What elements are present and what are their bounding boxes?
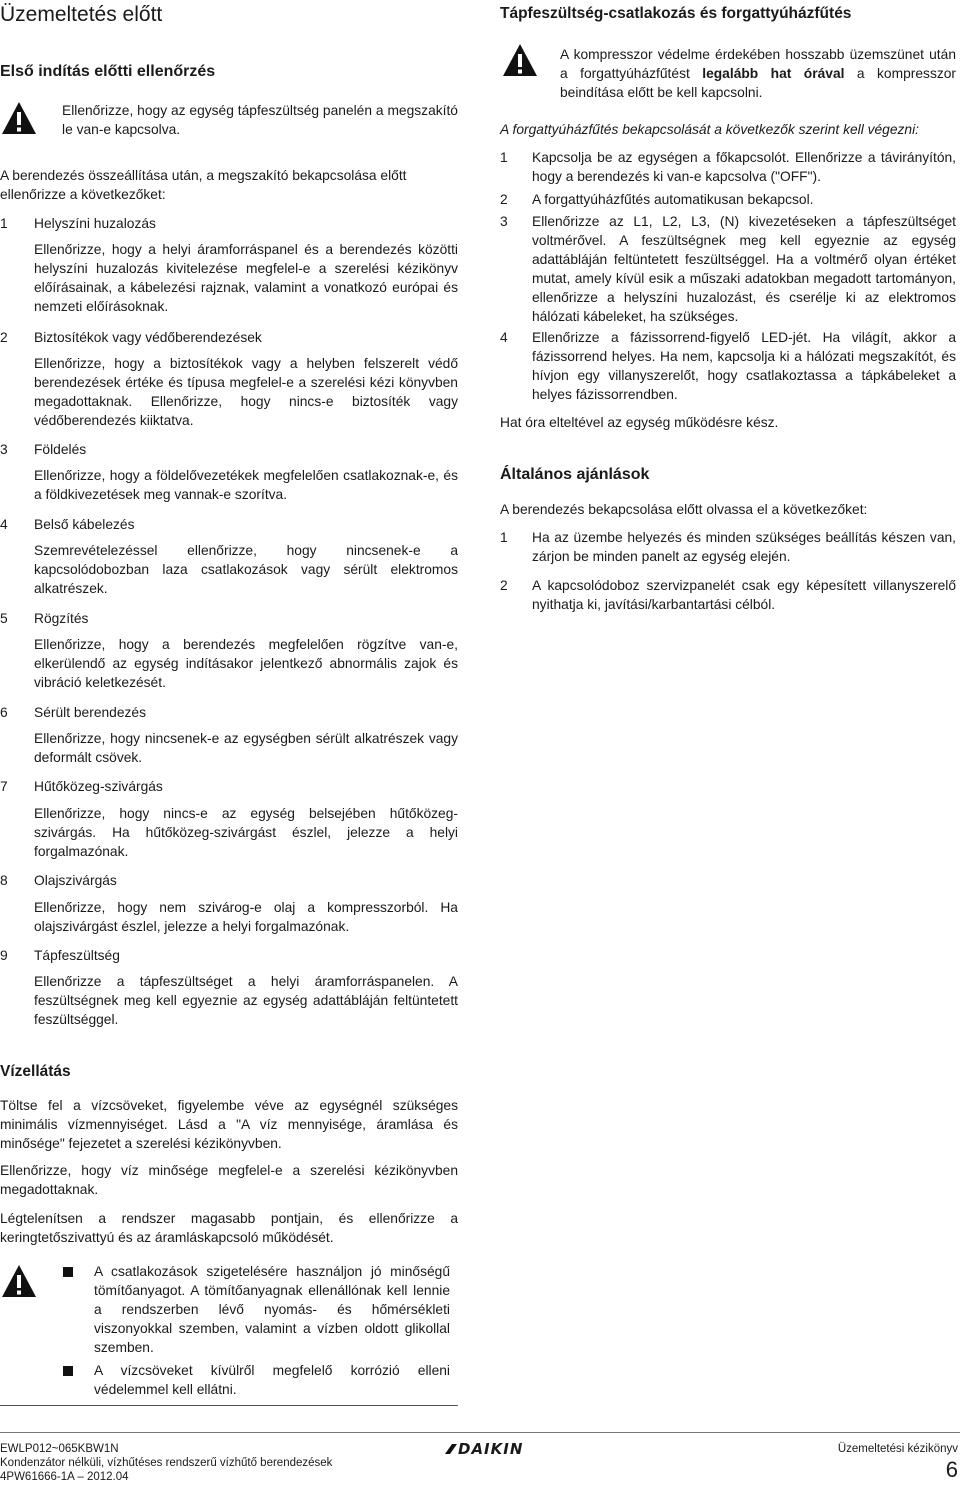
footer-model: EWLP012~065KBW1N xyxy=(0,1443,119,1455)
item-number: 5 xyxy=(0,611,8,626)
item-title: Sérült berendezés xyxy=(34,705,146,720)
item-text: Ellenőrizze, hogy nincs-e az egység belsejében hűtőközeg-szivárgás. Ha hűtőközeg-szivárgást észlel, jelezze a helyi forgalmazónak. xyxy=(34,806,458,859)
list-item xyxy=(500,576,956,614)
list-item xyxy=(500,212,956,326)
check-heading: Első indítás előtti ellenőrzés xyxy=(0,63,216,80)
footer-code: 4PW61666-1A – 2012.04 xyxy=(0,1471,129,1483)
item-number: 2 xyxy=(500,578,508,593)
daikin-mark-icon xyxy=(444,1443,458,1455)
item-title: Hűtőközeg-szivárgás xyxy=(34,779,163,794)
general-intro: A berendezés bekapcsolása előtt olvassa el a következőket: xyxy=(500,502,868,517)
footer-rule xyxy=(0,1432,960,1433)
item-text: Szemrevételezéssel ellenőrizze, hogy nincsenek-e a kapcsolódobozban laza csatlakozások vagy sérült elektromos alkatrészek. xyxy=(34,543,458,596)
water-paragraph-2: Ellenőrizze, hogy víz minősége megfelel-e a szerelési kézikönyvben megadottaknak. xyxy=(0,1163,458,1197)
item-number: 2 xyxy=(0,330,8,345)
item-number: 6 xyxy=(0,705,8,720)
warning-icon xyxy=(1,1263,37,1299)
procedure-intro: A forgattyúházfűtés bekapcsolását a következők szerint kell végezni: xyxy=(500,122,919,137)
warning-power-text: Ellenőrizze, hogy az egység tápfeszültség panelén a megszakító le van-e kapcsolva. xyxy=(62,103,458,137)
intro-text: A berendezés összeállítása után, a megszakító bekapcsolása előtt ellenőrizze a következőket: xyxy=(0,168,407,202)
daikin-logo-text: DAIKIN xyxy=(458,1440,524,1458)
step-text: Ellenőrizze a fázissorrend-figyelő LED-jét. Ha világít, akkor a fázissorrend helyes. Ha nem, kapcsolja ki a hálózati megszakítót, és hívjon egy villanyszerelőt, hogy csatlakoztassa a tápkábeleket a helyes fázissorrendben. xyxy=(532,330,956,402)
list-item xyxy=(500,148,956,186)
ready-line: Hat óra elteltével az egység működésre kész. xyxy=(500,415,779,430)
step-text: A forgattyúházfűtés automatikusan bekapcsol. xyxy=(532,192,814,207)
water-paragraph-3: Légtelenítsen a rendszer magasabb pontjain, és ellenőrizze a keringtetőszivattyú és az áramláskapcsoló működését. xyxy=(0,1211,458,1245)
warning-crankcase-text xyxy=(560,45,956,102)
item-text: Ellenőrizze a tápfeszültséget a helyi áramforráspanelen. A feszültségnek meg kell egyeznie az egység adattábláján feltüntetett feszültséggel. xyxy=(34,974,458,1027)
warning-text-part: A kompresszor védelme érdekében hosszabb üzemszünet után a forgattyúházfűtést xyxy=(560,47,956,81)
warning-emphasis: legalább hat órával xyxy=(702,66,845,81)
warning-icon xyxy=(502,42,538,78)
item-text: Ellenőrizze, hogy nincsenek-e az egységben sérült alkatrészek vagy deformált csövek. xyxy=(34,731,458,765)
general-heading: Általános ajánlások xyxy=(500,466,650,483)
step-text: Kapcsolja be az egységen a főkapcsolót. Ellenőrizze a távirányítón, hogy a berendezés ki van-e kapcsolva ("OFF"). xyxy=(532,150,956,184)
page-title: Üzemeltetés előtt xyxy=(0,3,163,26)
item-number: 7 xyxy=(0,779,8,794)
water-paragraph-1: Töltse fel a vízcsöveket, figyelembe véve az egységnél szükséges minimális vízmennyiséget. Lásd a "A víz mennyisége, áramlása és minősége" fejezetet a szerelési kézikönyvben. xyxy=(0,1098,458,1151)
item-title: Rögzítés xyxy=(34,611,89,626)
list-item xyxy=(500,328,956,404)
daikin-logo xyxy=(444,1440,523,1458)
item-title: Tápfeszültség xyxy=(34,948,120,963)
item-text: Ellenőrizze, hogy a berendezés megfelelően rögzítve van-e, elkerülendő az egység indításakor jelentkező abnormális zajok és vibráció keletkezését. xyxy=(34,637,458,690)
warning-text-part: a kompresszor beindítása előtt be kell kapcsolni. xyxy=(560,66,957,100)
item-text: Ellenőrizze, hogy nem szivárog-e olaj a kompresszorból. Ha olajszivárgást észlel, jelezze a helyi forgalmazónak. xyxy=(34,900,458,934)
item-number: 1 xyxy=(500,530,508,545)
section-title-power: Tápfeszültség-csatlakozás és forgattyúházfűtés xyxy=(500,5,852,22)
item-text: Ellenőrizze, hogy a földelővezetékek megfelelően csatlakoznak-e, és a földkivezetések meg vannak-e szorítva. xyxy=(34,468,458,502)
step-number: 4 xyxy=(500,330,508,345)
item-text: Ellenőrizze, hogy a biztosítékok vagy a helyben felszerelt védő berendezések értéke és típusa megfelel-e a szerelési kézi könyvben megadottaknak. Ellenőrizze, hogy nincs-e biztosíték vagy védőberendezés kiiktatva. xyxy=(34,356,458,428)
list-item xyxy=(500,190,956,209)
item-number: 9 xyxy=(0,948,8,963)
warning-bullet-text: A csatlakozások szigetelésére használjon jó minőségű tömítőanyagot. A tömítőanyagnak ellenállónak kell lennie a rendszerben lévő nyomás- és hőmérsékleti viszonyokkal szemben, valamint a vízben oldott glikollal szemben. xyxy=(94,1264,450,1355)
divider xyxy=(0,1405,458,1406)
item-title: Helyszíni huzalozás xyxy=(34,216,156,231)
warning-bullet-text: A vízcsöveket kívülről megfelelő korrózió elleni védelemmel kell ellátni. xyxy=(94,1363,450,1397)
step-text: Ellenőrizze az L1, L2, L3, (N) kivezetéseken a tápfeszültséget voltmérővel. A feszültségnek meg kell egyeznie az egység adattábláján feltüntetett feszültséggel. Ha a voltmérő olyan értéket mutat, amely kívül esik a műszaki adatokban megadott tartományon, ellenőrizze a helyszíni huzalozást, és cserélje ki az elektromos hálózati kábeleket, ha szükséges. xyxy=(532,214,956,324)
warning-icon xyxy=(1,100,37,136)
item-text: A kapcsolódoboz szervizpanelét csak egy képesített villanyszerelő nyithatja ki, javítási/karbantartási célból. xyxy=(532,578,956,612)
item-text: Ellenőrizze, hogy a helyi áramforráspanel és a berendezés közötti helyszíni huzalozás kivitelezése megfelel-e a szerelési kézikönyv előírásainak, a kábelezési rajznak, valamint a vonatkozó európai és nemzeti előírásoknak. xyxy=(34,242,458,314)
step-number: 3 xyxy=(500,214,508,229)
item-text: Ha az üzembe helyezés és minden szükséges beállítás készen van, zárjon be minden panelt az egység elején. xyxy=(532,530,956,564)
list-item xyxy=(500,528,956,566)
item-title: Földelés xyxy=(34,442,87,457)
footer-manual: Üzemeltetési kézikönyv xyxy=(837,1443,958,1455)
bullet-square-icon xyxy=(63,1366,73,1376)
step-number: 2 xyxy=(500,192,508,207)
footer-description: Kondenzátor nélküli, vízhűtéses rendszerű vízhűtő berendezések xyxy=(0,1457,333,1469)
water-heading: Vízellátás xyxy=(0,1063,71,1080)
page-number: 6 xyxy=(945,1457,958,1482)
item-title: Olajszivárgás xyxy=(34,873,117,888)
step-number: 1 xyxy=(500,150,508,165)
item-title: Belső kábelezés xyxy=(34,517,135,532)
bullet-square-icon xyxy=(63,1267,73,1277)
item-number: 4 xyxy=(0,517,8,532)
item-number: 1 xyxy=(0,216,8,231)
item-title: Biztosítékok vagy védőberendezések xyxy=(34,330,262,345)
item-number: 3 xyxy=(0,442,8,457)
item-number: 8 xyxy=(0,873,8,888)
